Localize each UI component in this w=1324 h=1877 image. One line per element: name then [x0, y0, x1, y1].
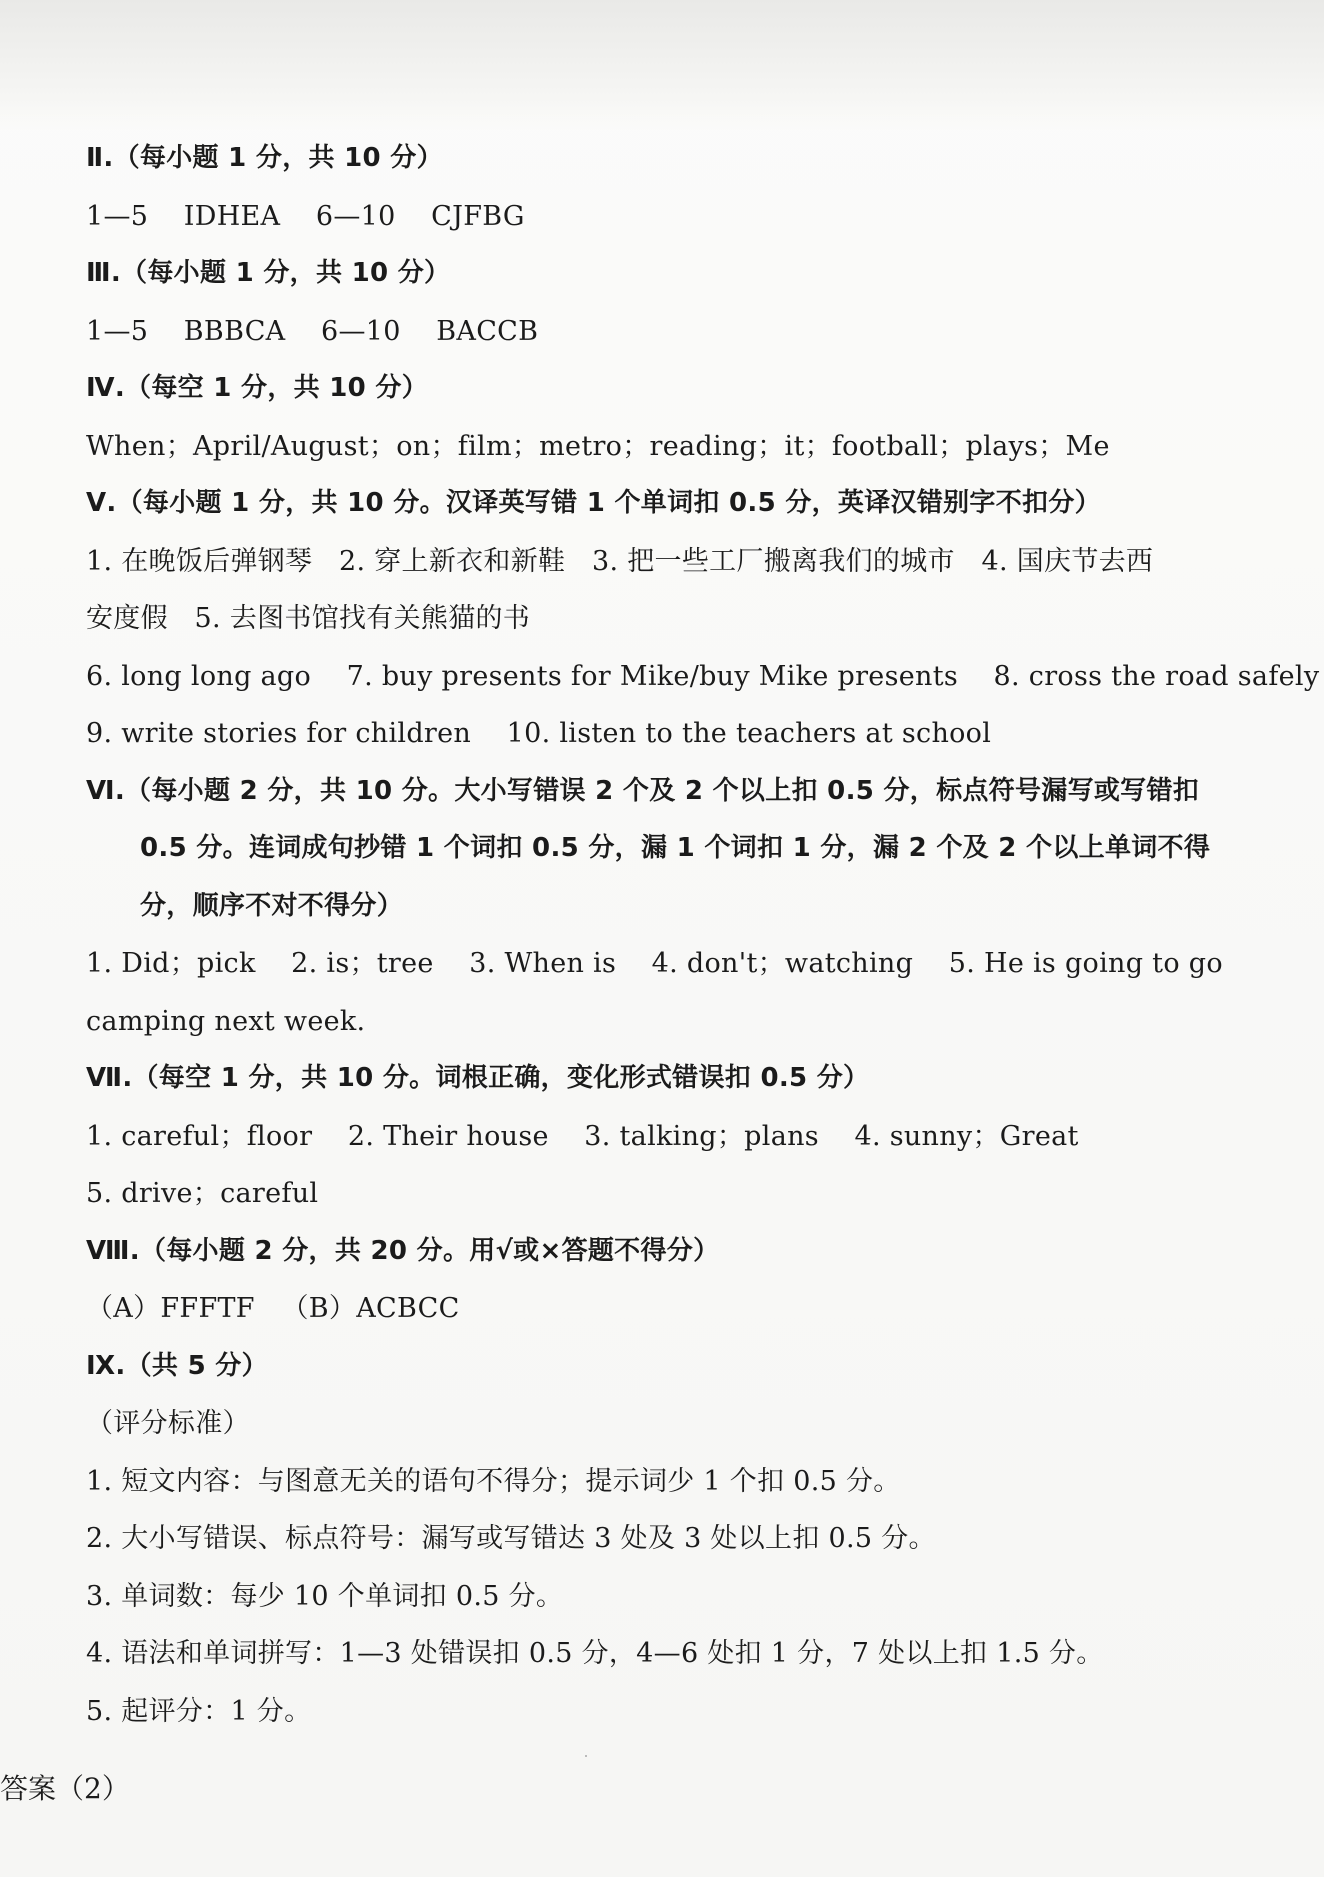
- section-7-heading: Ⅶ.（每空 1 分，共 10 分。词根正确，变化形式错误扣 0.5 分）: [86, 1063, 870, 1093]
- section-2-heading: Ⅱ.（每小题 1 分，共 10 分）: [86, 143, 443, 173]
- section-9-criterion-3: 3. 单词数：每少 10 个单词扣 0.5 分。: [86, 1580, 564, 1612]
- section-6-heading: Ⅵ.（每小题 2 分，共 10 分。大小写错误 2 个及 2 个以上扣 0.5 分，标点符号漏写或写错扣: [86, 775, 1200, 806]
- section-6-heading-cont-2: 分，顺序不对不得分）: [140, 890, 404, 921]
- section-9-criterion-5: 5. 起评分：1 分。: [86, 1695, 312, 1727]
- section-4-answers: When；April/August；on；film；metro；reading；it；football；plays；Me: [86, 430, 1110, 462]
- section-6-line-2: camping next week.: [86, 1005, 366, 1037]
- section-8-answers: （A）FFFTF （B）ACBCC: [86, 1293, 460, 1324]
- section-5-heading: Ⅴ.（每小题 1 分，共 10 分。汉译英写错 1 个单词扣 0.5 分，英译汉错别字不扣分）: [86, 488, 1101, 518]
- section-9-criteria-label: （评分标准）: [86, 1408, 250, 1439]
- scan-speck: [585, 1755, 587, 1757]
- section-7-line-1: 1. careful；floor 2. Their house 3. talking；plans 4. sunny；Great: [86, 1120, 1079, 1152]
- section-8-heading: Ⅷ.（每小题 2 分，共 20 分。用√或×答题不得分）: [86, 1235, 720, 1266]
- section-4-heading: Ⅳ.（每空 1 分，共 10 分）: [86, 373, 429, 403]
- section-7-line-2: 5. drive；careful: [86, 1178, 319, 1209]
- section-6-line-1: 1. Did；pick 2. is；tree 3. When is 4. don't；watching 5. He is going to go: [86, 948, 1223, 979]
- section-9-criterion-4: 4. 语法和单词拼写：1—3 处错误扣 0.5 分，4—6 处扣 1 分，7 处以上扣 1.5 分。: [86, 1638, 1104, 1669]
- page-footer-label: 答案（2）: [0, 1772, 130, 1805]
- section-5-line-4: 9. write stories for children 10. listen to the teachers at school: [86, 718, 992, 749]
- section-9-heading: Ⅸ.（共 5 分）: [86, 1350, 268, 1381]
- section-3-heading: Ⅲ.（每小题 1 分，共 10 分）: [86, 258, 451, 288]
- section-9-criterion-2: 2. 大小写错误、标点符号：漏写或写错达 3 处及 3 处以上扣 0.5 分。: [86, 1523, 936, 1554]
- section-9-criterion-1: 1. 短文内容：与图意无关的语句不得分；提示词少 1 个扣 0.5 分。: [86, 1465, 901, 1497]
- section-3-answers: 1—5 BBBCA 6—10 BACCB: [86, 315, 539, 347]
- section-5-line-1: 1. 在晚饭后弹钢琴 2. 穿上新衣和新鞋 3. 把一些工厂搬离我们的城市 4. 国庆节去西: [86, 545, 1154, 577]
- section-2-answers: 1—5 IDHEA 6—10 CJFBG: [86, 200, 525, 232]
- section-6-heading-cont-1: 0.5 分。连词成句抄错 1 个词扣 0.5 分，漏 1 个词扣 1 分，漏 2 个及 2 个以上单词不得: [140, 833, 1211, 863]
- section-5-line-3: 6. long long ago 7. buy presents for Mike/buy Mike presents 8. cross the road safely: [86, 660, 1320, 692]
- scan-top-shading: [0, 0, 1324, 130]
- section-5-line-2: 安度假 5. 去图书馆找有关熊猫的书: [86, 603, 531, 634]
- answer-key-content: [86, 130, 1320, 1740]
